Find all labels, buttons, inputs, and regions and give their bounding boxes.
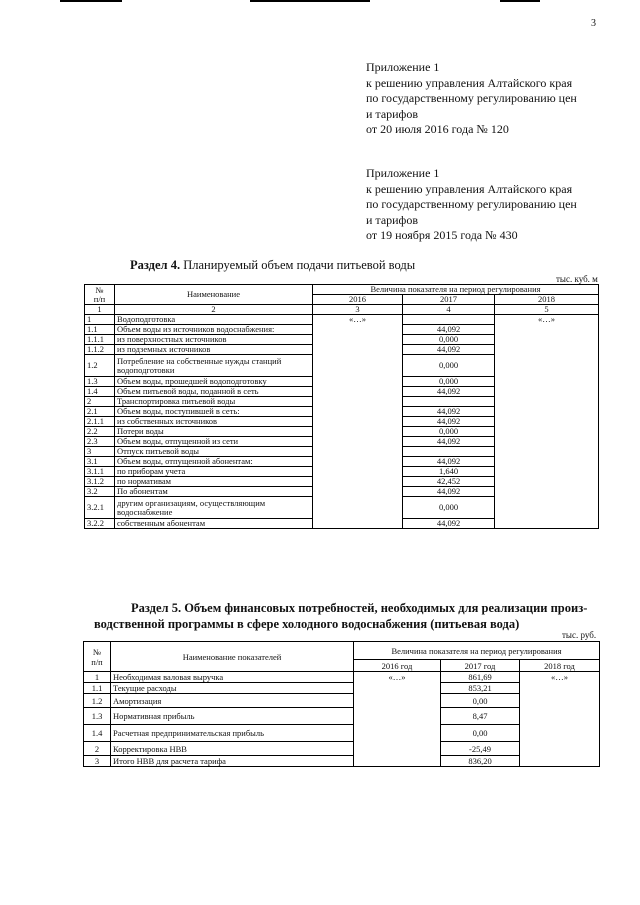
cell-2018-placeholder: «…» [520, 672, 600, 767]
head-period: Величина показателя на период регулирования [313, 285, 599, 295]
head-year: 2017 [403, 295, 495, 305]
head-no: № п/п [85, 285, 115, 305]
row-no: 1 [84, 672, 111, 683]
row-no: 1.3 [84, 708, 111, 725]
row-name: Необходимая валовая выручка [111, 672, 354, 683]
row-no: 3.2.2 [85, 519, 115, 529]
cell-2016-placeholder: «…» [313, 315, 403, 529]
scan-edge-mark [500, 0, 540, 2]
col-num: 3 [313, 305, 403, 315]
row-name: Объем питьевой воды, поданной в сеть [115, 387, 313, 397]
row-value-2017: 1,640 [403, 467, 495, 477]
row-name: Объем воды из источников водоснабжения: [115, 325, 313, 335]
head-year: 2018 [495, 295, 599, 305]
section4-table [84, 284, 599, 529]
section4-unit: тыс. куб. м [556, 274, 598, 284]
row-value-2017: 861,69 [441, 672, 520, 683]
row-name: Нормативная прибыль [111, 708, 354, 725]
row-value-2017: 44,092 [403, 519, 495, 529]
head-no: № п/п [84, 642, 111, 672]
row-name: из поверхностных источников [115, 335, 313, 345]
row-no: 2.1.1 [85, 417, 115, 427]
page-number: 3 [591, 18, 596, 29]
head-year: 2016 [313, 295, 403, 305]
row-no: 3.2 [85, 487, 115, 497]
col-num: 2 [115, 305, 313, 315]
col-num: 5 [495, 305, 599, 315]
row-no: 2.2 [85, 427, 115, 437]
row-name: Водоподготовка [115, 315, 313, 325]
row-value-2017: 0,000 [403, 355, 495, 377]
scan-edge-mark [60, 0, 122, 2]
appendix-line: к решению управления Алтайского края [366, 75, 573, 90]
row-name: другим организациям, осуществляющим водоснабжение [115, 497, 313, 519]
row-value-2017: 44,092 [403, 387, 495, 397]
row-value-2017: 0,000 [403, 335, 495, 345]
row-no: 3.2.1 [85, 497, 115, 519]
row-no: 1.4 [85, 387, 115, 397]
head-year: 2018 год [520, 660, 600, 672]
row-name: Объем воды, отпущенной абонентам: [115, 457, 313, 467]
appendix-line: Приложение 1 [366, 60, 440, 74]
head-name: Наименование показателей [111, 642, 354, 672]
appendix-line: по государственному регулированию цен [366, 197, 577, 211]
row-value-2017: 44,092 [403, 345, 495, 355]
row-no: 3.1.2 [85, 477, 115, 487]
appendix-line: и тарифов [366, 212, 419, 227]
head-name: Наименование [115, 285, 313, 305]
row-value-2017 [403, 315, 495, 325]
head-year: 2016 год [354, 660, 441, 672]
row-name: по приборам учета [115, 467, 313, 477]
appendix-block-old [366, 166, 577, 244]
row-no: 3.1.1 [85, 467, 115, 477]
row-name: Потери воды [115, 427, 313, 437]
row-name: Потребление на собственные нужды станций водоподготовки [115, 355, 313, 377]
row-no: 3 [85, 447, 115, 457]
row-value-2017: 44,092 [403, 407, 495, 417]
row-name: Текущие расходы [111, 683, 354, 694]
row-value-2017 [403, 447, 495, 457]
row-no: 2.3 [85, 437, 115, 447]
row-value-2017: 42,452 [403, 477, 495, 487]
section4-title-rest: Планируемый объем подачи питьевой воды [180, 258, 416, 272]
row-no: 1 [85, 315, 115, 325]
row-no: 1.2 [85, 355, 115, 377]
row-name: из подземных источников [115, 345, 313, 355]
row-value-2017: -25,49 [441, 742, 520, 756]
row-name: Корректировка НВВ [111, 742, 354, 756]
row-value-2017: 0,00 [441, 725, 520, 742]
section5-title-line1: Объем финансовых потребностей, необходимых для реализации произ- [181, 601, 588, 615]
row-name: Итого НВВ для расчета тарифа [111, 756, 354, 767]
row-no: 1.1 [84, 683, 111, 694]
table-row [85, 315, 599, 325]
row-name: по нормативам [115, 477, 313, 487]
appendix-line: и тарифов [366, 106, 419, 121]
section4-title-bold: Раздел 4. [130, 258, 181, 272]
col-num: 1 [85, 305, 115, 315]
row-no: 2 [85, 397, 115, 407]
head-period: Величина показателя на период регулирования [354, 642, 600, 660]
row-name: Объем воды, прошедшей водоподготовку [115, 377, 313, 387]
appendix-block-new [366, 60, 577, 138]
scan-edge-mark [250, 0, 370, 2]
head-year: 2017 год [441, 660, 520, 672]
row-name: Амортизация [111, 694, 354, 708]
row-value-2017: 44,092 [403, 417, 495, 427]
row-value-2017: 853,21 [441, 683, 520, 694]
row-name: По абонентам [115, 487, 313, 497]
row-value-2017: 0,000 [403, 427, 495, 437]
row-value-2017: 44,092 [403, 325, 495, 335]
appendix-line: от 19 ноября 2015 года № 430 [366, 228, 518, 242]
cell-2016-placeholder: «…» [354, 672, 441, 767]
appendix-line: по государственному регулированию цен [366, 91, 577, 105]
row-name: Объем воды, поступившей в сеть: [115, 407, 313, 417]
row-value-2017 [403, 397, 495, 407]
row-name: Расчетная предпринимательская прибыль [111, 725, 354, 742]
appendix-line: к решению управления Алтайского края [366, 181, 573, 196]
row-value-2017: 44,092 [403, 437, 495, 447]
row-value-2017: 0,000 [403, 377, 495, 387]
row-value-2017: 0,00 [441, 694, 520, 708]
section5-title-line2 [94, 616, 519, 632]
row-no: 1.3 [85, 377, 115, 387]
row-value-2017: 836,20 [441, 756, 520, 767]
appendix-line: от 20 июля 2016 года № 120 [366, 122, 509, 136]
section5-title [131, 600, 601, 616]
row-no: 3.1 [85, 457, 115, 467]
row-no: 1.4 [84, 725, 111, 742]
row-no: 1.1.2 [85, 345, 115, 355]
row-no: 1.1.1 [85, 335, 115, 345]
row-name: из собственных источников [115, 417, 313, 427]
table-row [84, 672, 600, 683]
section4-title [130, 258, 415, 273]
row-value-2017: 44,092 [403, 457, 495, 467]
row-no: 3 [84, 756, 111, 767]
row-value-2017: 44,092 [403, 487, 495, 497]
row-no: 1.2 [84, 694, 111, 708]
row-value-2017: 0,000 [403, 497, 495, 519]
col-num: 4 [403, 305, 495, 315]
section5-table [83, 641, 600, 767]
cell-2018-placeholder: «…» [495, 315, 599, 529]
row-no: 2 [84, 742, 111, 756]
appendix-line: Приложение 1 [366, 166, 440, 180]
row-no: 2.1 [85, 407, 115, 417]
section5-title-bold: Раздел 5. [131, 601, 182, 615]
section5-title-line2-text: водственной программы в сфере холодного водоснабжения (питьевая вода) [94, 617, 520, 631]
row-name: Отпуск питьевой воды [115, 447, 313, 457]
row-name: Объем воды, отпущенной из сети [115, 437, 313, 447]
row-value-2017: 8,47 [441, 708, 520, 725]
row-no: 1.1 [85, 325, 115, 335]
row-name: Транспортировка питьевой воды [115, 397, 313, 407]
row-name: собственным абонентам [115, 519, 313, 529]
section5-unit: тыс. руб. [562, 630, 597, 640]
